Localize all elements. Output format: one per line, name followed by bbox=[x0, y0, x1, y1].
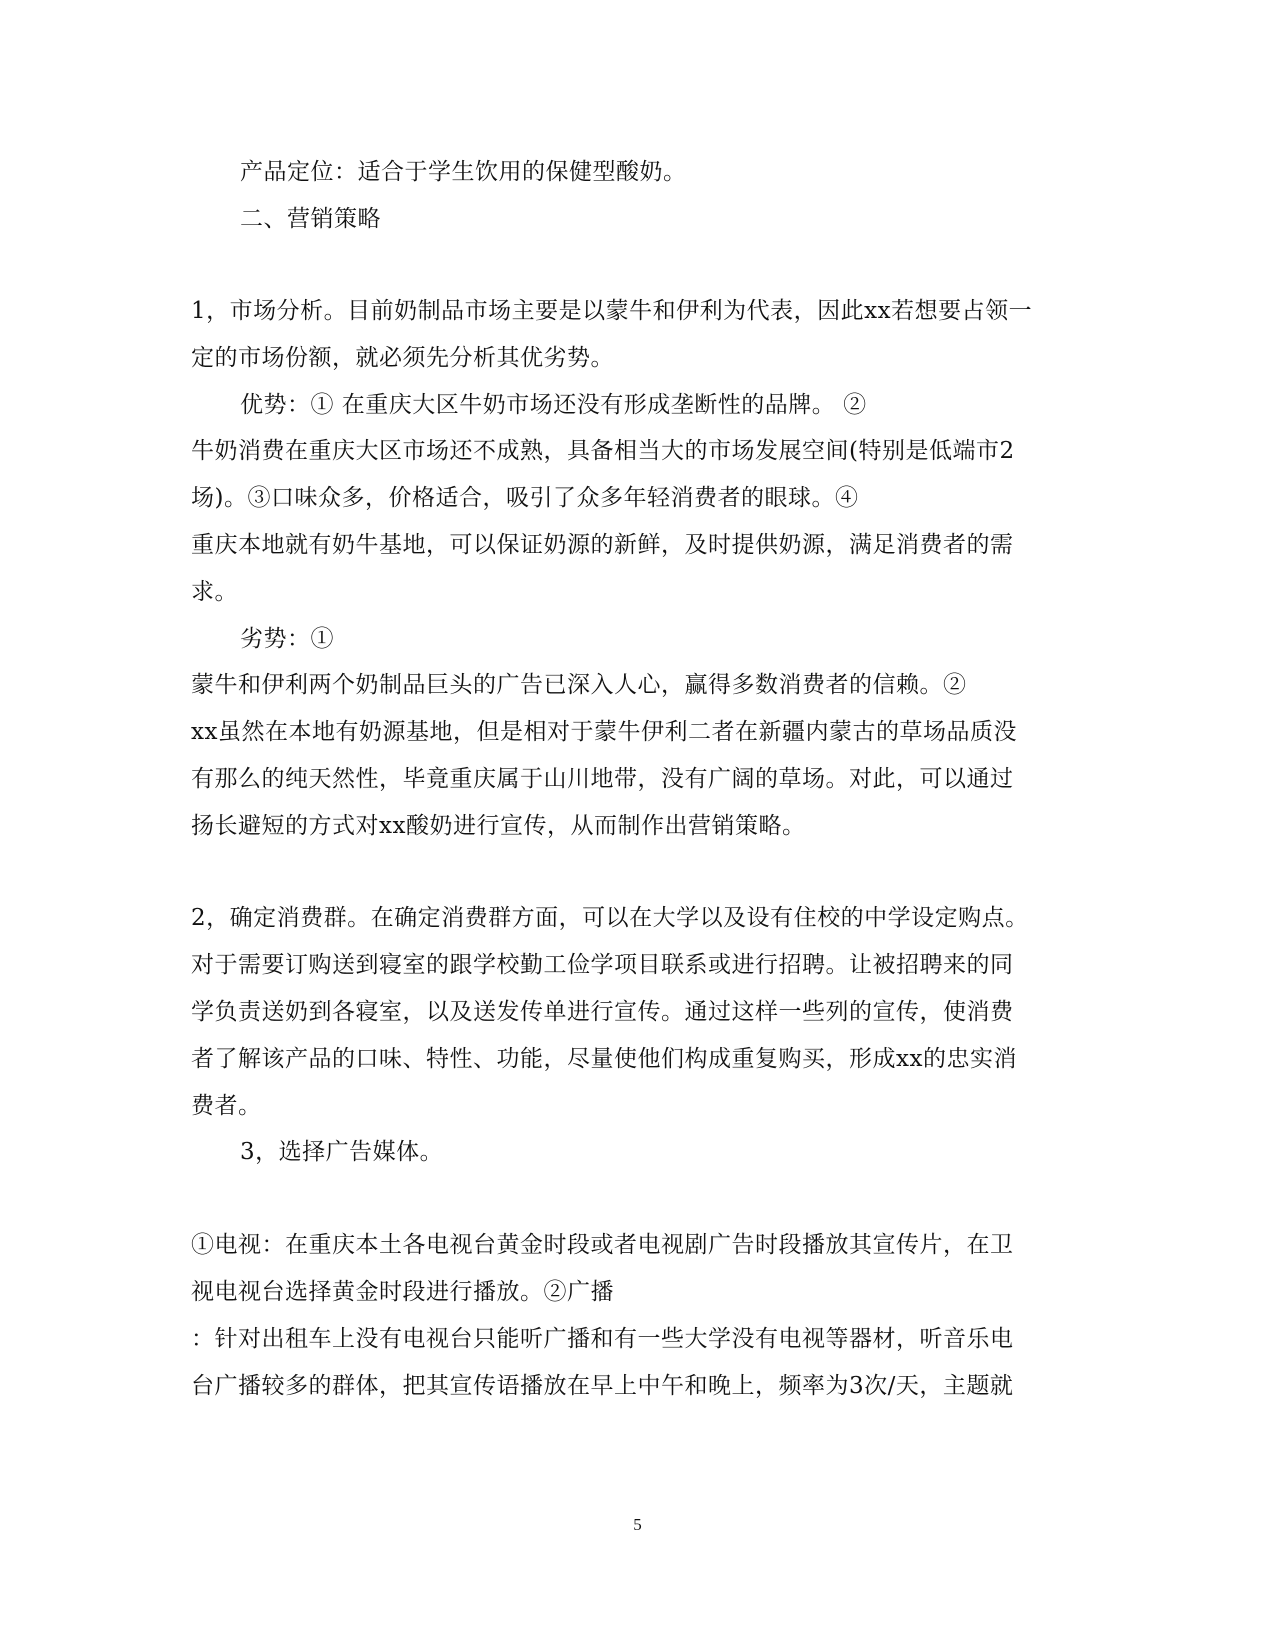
text-line: 对于需要订购送到寝室的跟学校勤工俭学项目联系或进行招聘。让被招聘来的同 bbox=[191, 952, 1014, 978]
text-line: xx虽然在本地有奶源基地，但是相对于蒙牛伊利二者在新疆内蒙古的草场品质没 bbox=[191, 719, 1017, 745]
text-line: 台广播较多的群体，把其宣传语播放在早上中午和晚上，频率为3次/天，主题就 bbox=[191, 1373, 1014, 1399]
text-line: 费者。 bbox=[191, 1093, 262, 1119]
text-line: 场)。③口味众多，价格适合，吸引了众多年轻消费者的眼球。④ bbox=[191, 485, 859, 511]
text-line: 定的市场份额，就必须先分析其优劣势。 bbox=[191, 345, 614, 371]
text-line: 视电视台选择黄金时段进行播放。②广播 bbox=[191, 1279, 614, 1305]
text-line: 学负责送奶到各寝室，以及送发传单进行宣传。通过这样一些列的宣传，使消费 bbox=[191, 999, 1014, 1025]
page-number: 5 bbox=[633, 1515, 642, 1534]
text-line: ：针对出租车上没有电视台只能听广播和有一些大学没有电视等器材，听音乐电 bbox=[191, 1326, 1014, 1352]
section-heading: 二、营销策略 bbox=[240, 206, 381, 232]
text-line: 有那么的纯天然性，毕竟重庆属于山川地带，没有广阔的草场。对此，可以通过 bbox=[191, 766, 1014, 792]
text-line: 重庆本地就有奶牛基地，可以保证奶源的新鲜，及时提供奶源，满足消费者的需 bbox=[191, 532, 1014, 558]
text-line: 产品定位：适合于学生饮用的保健型酸奶。 bbox=[240, 159, 687, 185]
text-line: 求。 bbox=[191, 579, 238, 605]
text-line: 1，市场分析。目前奶制品市场主要是以蒙牛和伊利为代表，因此xx若想要占领一 bbox=[191, 298, 1033, 324]
text-line: 扬长避短的方式对xx酸奶进行宣传，从而制作出营销策略。 bbox=[191, 813, 806, 839]
text-line: 2，确定消费群。在确定消费群方面，可以在大学以及设有住校的中学设定购点。 bbox=[191, 905, 1029, 931]
text-line: 优势：① 在重庆大区牛奶市场还没有形成垄断性的品牌。 ② bbox=[240, 392, 867, 418]
text-line: 牛奶消费在重庆大区市场还不成熟，具备相当大的市场发展空间(特别是低端市2 bbox=[191, 438, 1015, 464]
text-line: 蒙牛和伊利两个奶制品巨头的广告已深入人心，赢得多数消费者的信赖。② bbox=[191, 672, 967, 698]
text-line: ①电视：在重庆本土各电视台黄金时段或者电视剧广告时段播放其宣传片，在卫 bbox=[191, 1232, 1014, 1258]
text-line: 3，选择广告媒体。 bbox=[240, 1139, 444, 1165]
text-line: 者了解该产品的口味、特性、功能，尽量使他们构成重复购买，形成xx的忠实消 bbox=[191, 1046, 1017, 1072]
text-line: 劣势：① bbox=[240, 626, 334, 652]
